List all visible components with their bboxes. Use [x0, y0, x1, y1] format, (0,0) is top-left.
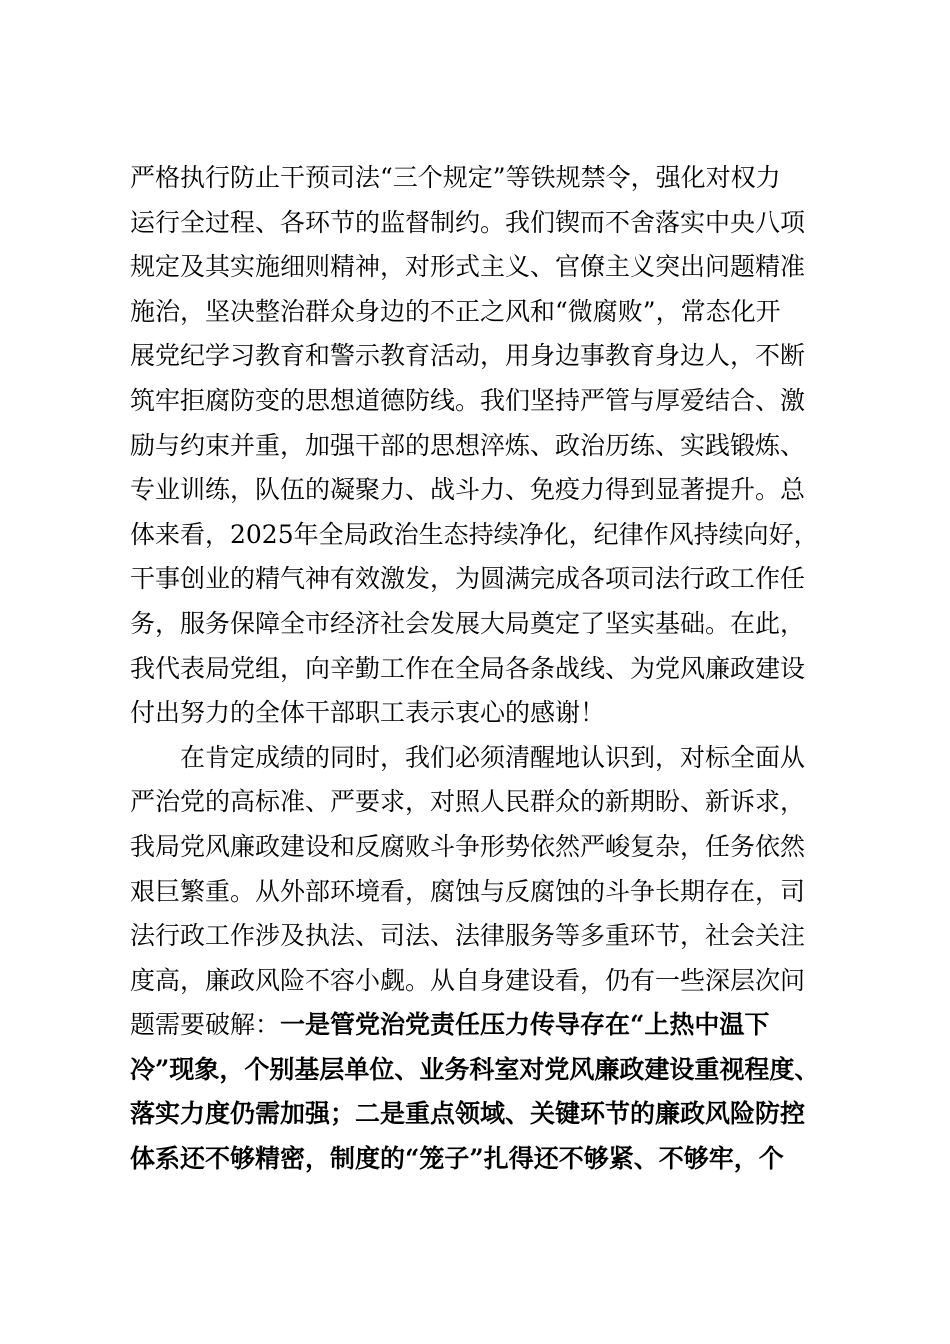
text-line-content: 冷”现象，个别基层单位、业务科室对党风廉政建设重视程度、	[130, 1054, 820, 1084]
text-line-content: 展党纪学习教育和警示教育活动，用身边事教育身边人，不断	[130, 341, 806, 371]
text-line	[130, 334, 850, 379]
text-line-content: 务，服务保障全市经济社会发展大局奠定了坚实基础。在此，	[130, 608, 806, 638]
text-line-bold	[130, 1137, 850, 1182]
text-line-content: 艰巨繁重。从外部环境看，腐蚀与反腐蚀的斗争长期存在，司	[130, 876, 806, 906]
body-text	[130, 156, 850, 1182]
text-line	[130, 468, 850, 513]
text-line-content: 筑牢拒腐防变的思想道德防线。我们坚持严管与厚爱结合、激	[130, 385, 806, 415]
text-line	[130, 201, 850, 246]
text-line	[130, 513, 850, 558]
text-line	[130, 379, 850, 424]
text-line-content: 我代表局党组，向辛勤工作在全局各条战线、为党风廉政建设	[130, 653, 806, 683]
text-line	[130, 602, 850, 647]
text-line-content: 体来看，2025年全局政治生态持续净化，纪律作风持续向好，	[130, 519, 819, 549]
text-line	[130, 825, 850, 870]
text-line-content: 施治，坚决整治群众身边的不正之风和“微腐败”，常态化开	[130, 296, 781, 326]
text-line-content: 法行政工作涉及执法、司法、法律服务等多重环节，社会关注	[130, 921, 806, 951]
text-line	[130, 156, 850, 201]
text-line-content: 在肯定成绩的同时，我们必须清醒地认识到，对标全面从	[180, 742, 806, 772]
text-line	[130, 914, 850, 959]
text-line-content: 体系还不够精密，制度的“笼子”扎得还不够紧、不够牢，个	[130, 1144, 784, 1174]
text-line	[130, 1003, 850, 1048]
text-line	[130, 245, 850, 290]
text-line-content: 励与约束并重，加强干部的思想淬炼、政治历练、实践锻炼、	[130, 430, 806, 460]
text-line	[130, 557, 850, 602]
text-line-content: 专业训练，队伍的凝聚力、战斗力、免疫力得到显著提升。总	[130, 475, 806, 505]
paragraph-first-line	[130, 736, 850, 781]
text-line-content: 运行全过程、各环节的监督制约。我们锲而不舍落实中央八项	[130, 207, 806, 237]
text-line	[130, 290, 850, 335]
text-line-content: 严治党的高标准、严要求，对照人民群众的新期盼、新诉求，	[130, 787, 806, 817]
text-line	[130, 691, 850, 736]
text-line-content: 题需要破解：	[130, 1010, 281, 1040]
text-line	[130, 424, 850, 469]
text-line-content: 度高，廉政风险不容小觑。从自身建设看，仍有一些深层次问	[130, 965, 806, 995]
text-line-content: 我局党风廉政建设和反腐败斗争形势依然严峻复杂，任务依然	[130, 831, 806, 861]
text-line	[130, 780, 850, 825]
text-line-content: 规定及其实施细则精神，对形式主义、官僚主义突出问题精准	[130, 252, 806, 282]
text-line-content: 落实力度仍需加强；二是重点领域、关键环节的廉政风险防控	[130, 1099, 806, 1129]
text-line-bold	[130, 1092, 850, 1137]
text-line-content: 严格执行防止干预司法“三个规定”等铁规禁令，强化对权力	[130, 163, 781, 192]
text-line-content: 付出努力的全体干部职工表示衷心的感谢！	[130, 698, 606, 728]
text-line-bold	[130, 1048, 850, 1093]
text-line	[130, 870, 850, 915]
text-line	[130, 959, 850, 1004]
text-line-bold-tail: 一是管党治党责任压力传导存在“上热中温下	[280, 1010, 770, 1040]
text-line-content: 干事创业的精气神有效激发，为圆满完成各项司法行政工作任	[130, 564, 806, 594]
text-line	[130, 647, 850, 692]
